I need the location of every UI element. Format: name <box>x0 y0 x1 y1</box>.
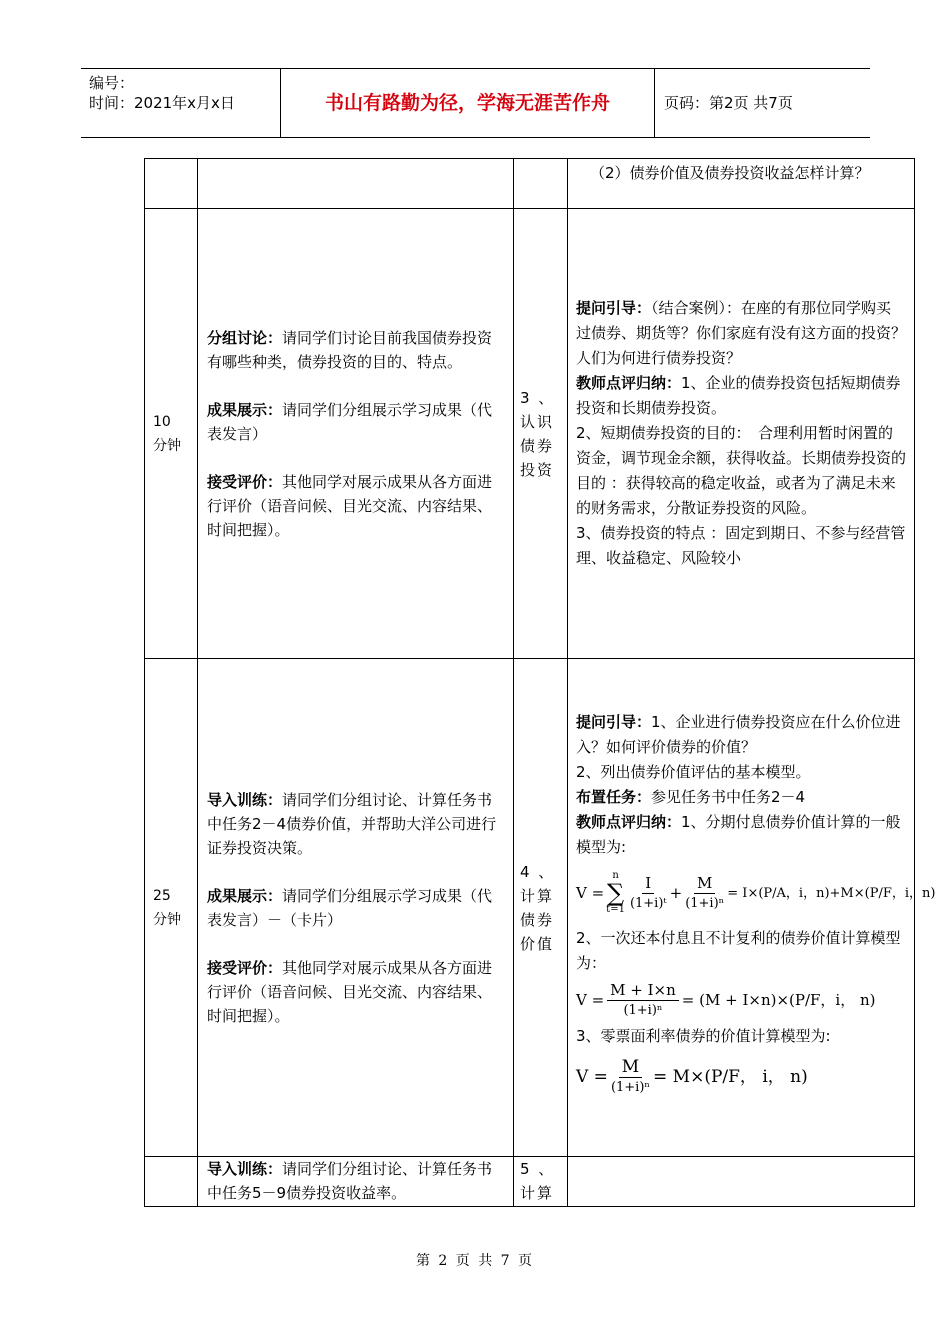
page-footer: 第 2 页 共 7 页 <box>415 1253 535 1269</box>
teacher-paragraph: 3、债券投资的特点 ：固定到期日、不参与经营管理、收益稳定、风险较小 <box>576 524 906 567</box>
activity-paragraph: 导入训练：请同学们分组讨论、计算任务书中任务2－4债券价值，并帮助大洋公司进行证券投资决策。 <box>207 790 497 857</box>
step-cell: 4 、计算债券价值 <box>514 659 568 1157</box>
time-text: 25 分钟 <box>153 887 181 928</box>
activity-paragraph: 接受评价：其他同学对展示成果从各方面进行评价（语音问候、目光交流、内容结果、时间把握）。 <box>207 472 493 539</box>
step-cell <box>514 159 568 209</box>
activity-paragraph: 成果展示：请同学们分组展示学习成果（代表发言） <box>207 400 493 443</box>
teacher-paragraph: 3、零票面利率债券的价值计算模型为: <box>576 1027 831 1045</box>
lesson-plan-table <box>144 158 936 1207</box>
time-cell <box>145 659 198 1157</box>
activity-paragraph: 导入训练：请同学们分组讨论、计算任务书中任务5－9债券投资收益率。 <box>207 1160 493 1202</box>
header-page-number: 页码：第2页 共7页 <box>664 94 793 112</box>
activity-cell <box>198 159 514 209</box>
teacher-text: （2）债券价值及债券投资收益怎样计算？ <box>590 164 870 182</box>
formula-lump-sum-bond: V = $\frac{M + I\times n}{\text{(1+i)ⁿ}}$ = (M + I×n)×(P/F，i， n) <box>576 980 876 1018</box>
time-cell <box>145 209 198 659</box>
teacher-cell <box>568 659 936 1157</box>
table-row <box>145 159 915 209</box>
activity-paragraph: 分组讨论：请同学们讨论目前我国债券投资有哪些种类，债券投资的目的、特点。 <box>207 328 493 371</box>
page-header <box>81 68 870 138</box>
table-row <box>145 659 915 1157</box>
teacher-paragraph: 提问引导：1、企业进行债券投资应在什么价位进入？如何评价债券的价值？ <box>576 713 901 756</box>
header-motto: 书山有路勤为径，学海无涯苦作舟 <box>281 69 655 137</box>
activity-cell <box>198 209 514 659</box>
time-text: 10 分钟 <box>153 413 181 454</box>
activity-cell <box>198 1157 514 1207</box>
teacher-cell <box>568 209 915 659</box>
step-cell: 5 、计算 <box>514 1157 568 1207</box>
activity-paragraph: 接受评价：其他同学对展示成果从各方面进行评价（语音问候、目光交流、内容结果、时间把握）。 <box>207 958 493 1025</box>
teacher-paragraph: 布置任务：参见任务书中任务2－4 <box>576 788 806 806</box>
formula-zero-coupon-bond: V = $\frac{M}{\text{(1+i)ⁿ}}$ = M×(P/F， i， n) <box>576 1056 808 1095</box>
teacher-paragraph: 2、短期债券投资的目的： 合理利用暂时闲置的资金，调节现金余额，获得收益。长期债券投资的目的 ：获得较高的稳定收益，或者为了满足未来的财务需求，分散证券投资的风险。 <box>576 424 907 517</box>
document-number-label: 编号： <box>89 74 135 92</box>
teacher-paragraph: 提问引导：（结合案例）：在座的有那位同学购买过债券、期货等？你们家庭有没有这方面的投资？人们为何进行债券投资？ <box>576 299 907 367</box>
formula-coupon-bond: V = n ∑ t=1 $\frac{I}{\text{(1+i)ᵗ}}$ + $\frac{M}{\text{(1+i)ⁿ}}$ = I×(P/A，i，n)+M×(P/F，i，n) <box>576 870 936 915</box>
table-row <box>145 1157 915 1207</box>
time-cell <box>145 1157 198 1207</box>
time-cell <box>145 159 198 209</box>
activity-paragraph: 成果展示：请同学们分组展示学习成果（代表发言）－（卡片） <box>207 886 493 929</box>
teacher-cell <box>568 159 915 209</box>
activity-cell <box>198 659 514 1157</box>
table-row <box>145 209 915 659</box>
header-meta <box>81 69 281 137</box>
document-date: 时间：2021年x月x日 <box>89 94 235 112</box>
teacher-paragraph: 教师点评归纳：1、企业的债券投资包括短期债券投资和长期债券投资。 <box>576 374 901 417</box>
teacher-paragraph: 教师点评归纳：1、分期付息债券价值计算的一般模型为: <box>576 813 901 856</box>
step-cell: 3 、认识债券投资 <box>514 209 568 659</box>
teacher-paragraph: 2、列出债券价值评估的基本模型。 <box>576 763 811 781</box>
teacher-cell <box>568 1157 915 1207</box>
teacher-paragraph: 2、一次还本付息且不计复利的债券价值计算模型为： <box>576 929 901 972</box>
